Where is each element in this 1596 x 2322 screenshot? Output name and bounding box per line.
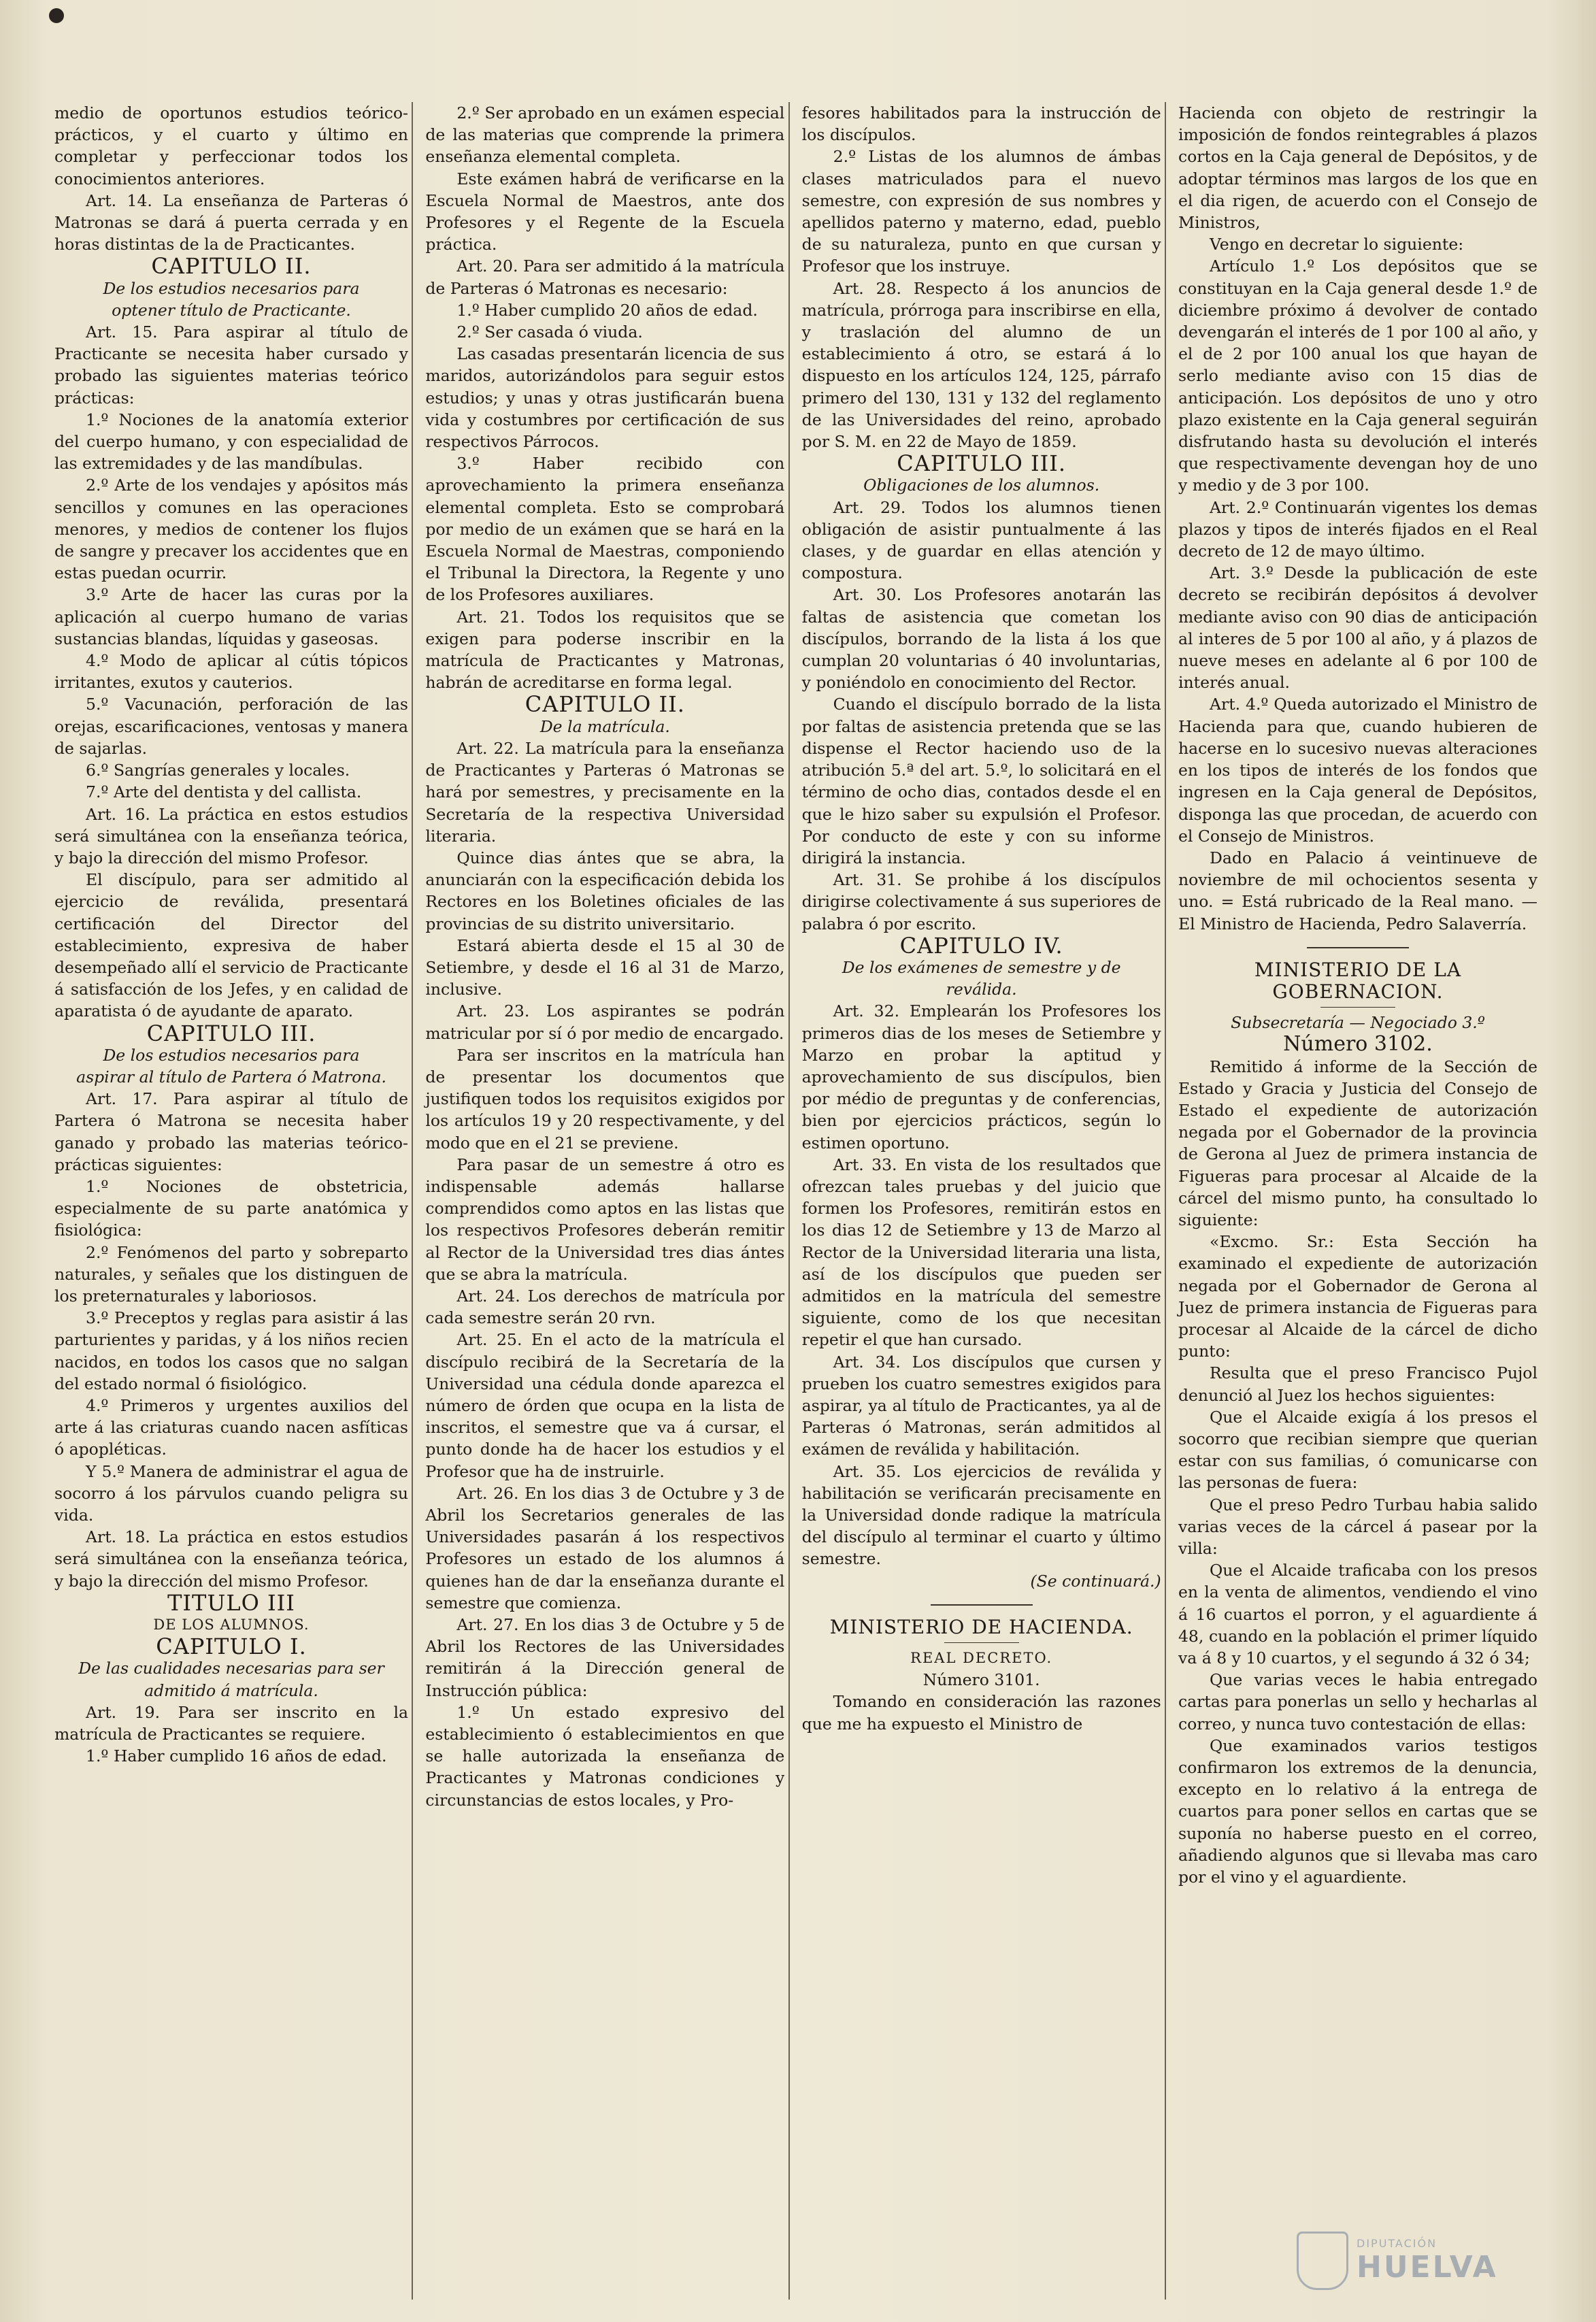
column-3 xyxy=(788,102,1161,2300)
paragraph: 3.º Preceptos y reglas para asistir á las parturientes y paridas, y á los niños recien nacidos, en todos los casos que no salgan del estado normal ó fisiológico. xyxy=(54,1308,408,1393)
chapter-heading: CAPITULO II. xyxy=(151,253,312,280)
paragraph: Hacienda con objeto de restringir la imposición de fondos reintegrables á plazos cortos en la Caja general de Depósitos, y de adoptar términos mas largos de los que en el dia rigen, de acuerdo con el Consejo de Ministros, xyxy=(1178,103,1537,233)
paragraph: Art. 21. Todos los requisitos que se exigen para poderse inscribir en la matrícula de Practicantes y Matronas, habrán de acreditarse en forma legal. xyxy=(425,607,785,693)
paragraph: Cuando el discípulo borrado de la lista por faltas de asistencia pretenda que se las dispense el Rector haciendo uso de la atribución 5.ª del art. 5.º, lo solicitará en el término de ocho dias, contados desde el en que le hizo saber su expulsión el Profesor. Por conducto de este y con su informe dirigirá la instancia. xyxy=(801,695,1161,867)
paragraph: Art. 20. Para ser admitido á la matrícula de Parteras ó Matronas es necesario: xyxy=(425,256,785,298)
paragraph: Art. 24. Los derechos de matrícula por cada semestre serán 20 rvn. xyxy=(425,1286,785,1328)
column-2 xyxy=(412,102,784,2300)
paragraph: El discípulo, para ser admitido al ejercicio de reválida, presentará certificación del Director del establecimiento, expresiva de haber desempeñado allí el servicio de Practicante á satisfacción de los Jefes, y en calidad de aparatista ó de ayudante de aparato. xyxy=(54,870,408,1021)
paragraph: 3.º Haber recibido con aprovechamiento la primera enseñanza elemental completa. Esto se comprobará por medio de un exámen que se hará en la Escuela Normal de Maestras, componiendo el Tribunal la Directora, la Regente y uno de los Profesores auxiliares. xyxy=(425,454,785,605)
paragraph: Art. 35. Los ejercicios de reválida y habilitación se verificarán precisamente en la Universidad donde radique la matrícula del discípulo al terminar el cuarto y último semestre. xyxy=(801,1461,1161,1569)
watermark-line-2: HUELVA xyxy=(1357,2250,1498,2285)
paragraph: 2.º Listas de los alumnos de ámbas clases matriculados para el nuevo semestre, con expresión de sus nombres y apellidos paterno y materno, edad, pueblo de su naturaleza, punto en que cursan y Profesor que los instruye. xyxy=(801,147,1161,276)
paragraph: 1.º Nociones de obstetricia, especialmente de su parte anatómica y fisiológica: xyxy=(54,1176,408,1240)
paragraph: Art. 23. Los aspirantes se podrán matricular por sí ó por medio de encargado. xyxy=(425,1001,785,1043)
section-divider xyxy=(931,1604,1033,1606)
paragraph: Dado en Palacio á veintinueve de noviembre de mil ochocientos sesenta y uno. = Está rubricado de la Real mano. — El Ministro de Hacienda, Pedro Salaverría. xyxy=(1178,848,1537,933)
heading-rule xyxy=(1320,1007,1395,1008)
paragraph: Art. 33. En vista de los resultados que ofrezcan tales pruebas y del juicio que formen los Profesores, remitirán estos en los dias 12 de Setiembre y 13 de Marzo al Rector de la Universidad literaria una lista, así de los discípulos que pueden ser admitidos en la matrícula del semestre siguiente, como de los que necesitan repetir el que han cursado. xyxy=(801,1155,1161,1350)
binding-hole xyxy=(49,8,64,23)
paragraph: Art. 14. La enseñanza de Parteras ó Matronas se dará á puerta cerrada y en horas distintas de la de Practicantes. xyxy=(54,190,408,254)
paragraph: 1.º Nociones de la anatomía exterior del cuerpo humano, y con especialidad de las extremidades y de las mandíbulas. xyxy=(54,410,408,474)
paragraph: Resulta que el preso Francisco Pujol denunció al Juez los hechos siguientes: xyxy=(1178,1363,1537,1405)
paragraph: Art. 16. La práctica en estos estudios será simultánea con la enseñanza teórica, y bajo la dirección del mismo Profesor. xyxy=(54,804,408,867)
ministry-heading: MINISTERIO DE HACIENDA. xyxy=(829,1615,1133,1638)
paragraph: Y 5.º Manera de administrar el agua de socorro á los párvulos cuando peligra su vida. xyxy=(54,1461,408,1525)
paragraph: Art. 15. Para aspirar al título de Practicante se necesita haber cursado y probado las siguientes materias teórico prácticas: xyxy=(54,322,408,408)
paragraph: 1.º Haber cumplido 16 años de edad. xyxy=(86,1746,387,1766)
paragraph: 2.º Arte de los vendajes y apósitos más sencillos y comunes en las operaciones menores, y medios de contener los flujos de sangre y precaver los accidentes que en estas puedan ocurrir. xyxy=(54,476,408,583)
paragraph: Art. 27. En los dias 3 de Octubre y 5 de Abril los Rectores de las Universidades remitirán á la Dirección general de Instrucción pública: xyxy=(425,1615,785,1700)
chapter-heading: CAPITULO I. xyxy=(156,1633,307,1660)
paragraph: 5.º Vacunación, perforación de las orejas, escarificaciones, ventosas y manera de sajarlas. xyxy=(54,695,408,758)
paragraph: 4.º Modo de aplicar al cútis tópicos irritantes, exutos y cauterios. xyxy=(54,651,408,693)
paragraph: Art. 19. Para ser inscrito en la matrícula de Practicantes se requiere. xyxy=(54,1702,408,1744)
column-4 xyxy=(1165,102,1537,2300)
paragraph: Art. 3.º Desde la publicación de este decreto se recibirán depósitos á devolver mediante aviso con 90 dias de anticipación al interes de 5 por 100 al año, y á plazos de nueve meses en adelante al 6 por 100 de interés anual. xyxy=(1178,563,1537,693)
paragraph: «Excmo. Sr.: Esta Sección ha examinado el expediente de autorización negada por el Gobernador de Gerona al Juez de primera instancia de Figueras para procesar al Alcaide de la cárcel de dicho punto: xyxy=(1178,1232,1537,1361)
paragraph: 1.º Haber cumplido 20 años de edad. xyxy=(456,300,758,320)
paragraph: Que el preso Pedro Turbau habia salido varias veces de la cárcel á pasear por la villa: xyxy=(1178,1495,1537,1558)
paragraph: Que examinados varios testigos confirmaron los extremos de la denuncia, excepto en lo relativo á la entrega de cuartos para poner sellos en cartas que se suponía no haberse puesto en el correo, añadiendo algunos que si llevaba mas caro por el vino y el aguardiente. xyxy=(1178,1736,1537,1887)
decree-number: Número 3101. xyxy=(922,1670,1040,1690)
title-subtitle: DE LOS ALUMNOS. xyxy=(153,1616,310,1633)
paragraph: Art. 30. Los Profesores anotarán las faltas de asistencia que cometan los discípulos, borrando de la lista á los que cumplan 20 voluntarias ó 40 involuntarias, y poniéndolo en conocimiento del Rector. xyxy=(801,585,1161,693)
paragraph: medio de oportunos estudios teórico-prácticos, y el cuarto y último en completar y perfeccionar todos los conocimientos anteriores. xyxy=(54,103,408,188)
paragraph: Vengo en decretar lo siguiente: xyxy=(1209,235,1464,254)
paragraph: 1.º Un estado expresivo del establecimiento ó establecimientos en que se halle autorizada la enseñanza de Practicantes y Matronas condiciones y circunstancias de estos locales, y Pro- xyxy=(425,1702,785,1810)
paragraph: Art. 34. Los discípulos que cursen y prueben los cuatro semestres exigidos para aspirar, ya al título de Practicantes, ya al de Parteras ó Matronas, serán admitidos al exámen de reválida y habilitación. xyxy=(801,1352,1161,1459)
ministry-heading: MINISTERIO DE LA GOBERNACION. xyxy=(1254,958,1462,1003)
paragraph: Artículo 1.º Los depósitos que se constituyan en la Caja general desde 1.º de diciembre próximo á devolver de contado devengarán el interés de 1 por 100 al año, y el de 2 por 100 anual los que hayan de serlo mediante aviso con 15 dias de anticipación. Los depósitos de uno y otro plazo existente en la Caja general seguirán disfrutando hasta su devolución el interés que respectivamente devengan hoy de uno y medio y de 3 por 100. xyxy=(1178,256,1537,495)
chapter-subtitle: De los estudios necesarios para optener título de Practicante. xyxy=(103,278,360,320)
archive-watermark xyxy=(1297,2220,1555,2302)
paragraph: Art. 28. Respecto á los anuncios de matrícula, prórroga para inscribirse en ella, y traslación del alumno de un establecimiento á otro, se estará á lo dispuesto en los artículos 124, 125, párrafo primero del 130, 131 y 132 del reglamento de las Universidades del reino, aprobado por S. M. en 22 de Mayo de 1859. xyxy=(801,278,1161,452)
shield-logo-icon xyxy=(1297,2232,1348,2290)
chapter-heading: CAPITULO IV. xyxy=(899,932,1063,959)
paragraph: Art. 25. En el acto de la matrícula el discípulo recibirá de la Secretaría de la Universidad una cédula donde aparezca el número de órden que ocupa en la lista de inscritos, el semestre que va á cursar, el punto donde ha de hacer los estudios y el Profesor que ha de instruirle. xyxy=(425,1330,785,1481)
paragraph: Estará abierta desde el 15 al 30 de Setiembre, y desde el 16 al 31 de Marzo, inclusive. xyxy=(425,935,785,999)
paragraph: Art. 2.º Continuarán vigentes los demas plazos y tipos de interés fijados en el Real decreto de 12 de mayo último. xyxy=(1178,497,1537,561)
heading-rule xyxy=(944,1642,1019,1643)
paragraph: Art. 4.º Queda autorizado el Ministro de Hacienda para que, cuando hubieren de hacerse en lo sucesivo nuevas alteraciones en los tipos de interés de los fondos que ingresen en la Caja general de Depósitos, disponga las que procedan, de acuerdo con el Consejo de Ministros. xyxy=(1178,695,1537,846)
paragraph: Art. 22. La matrícula para la enseñanza de Practicantes y Parteras ó Matronas se hará por semestres, y precisamente en la Secretaría de la respectiva Universidad literaria. xyxy=(425,738,785,846)
paragraph: 2.º Ser casada ó viuda. xyxy=(456,322,643,342)
paragraph: Art. 32. Emplearán los Profesores los primeros dias de los meses de Setiembre y Marzo en probar la aptitud y aprovechamiento de sus discípulos, bien por médio de preguntas y de conferencias, bien por ejercicios prácticos, según lo estimen oportuno. xyxy=(801,1001,1161,1152)
paragraph: fesores habilitados para la instrucción de los discípulos. xyxy=(801,103,1161,145)
paragraph: Para pasar de un semestre á otro es indispensable además hallarse comprendidos como aptos en las listas que los respectivos Profesores deberán remitir al Rector de la Universidad tres dias ántes que se abra la matrícula. xyxy=(425,1155,785,1284)
chapter-subtitle: Obligaciones de los alumnos. xyxy=(863,476,1100,495)
chapter-subtitle: De las cualidades necesarias para ser admitido á matrícula. xyxy=(78,1659,384,1700)
watermark-text xyxy=(1357,2237,1498,2285)
paragraph: Las casadas presentarán licencia de sus maridos, autorizándolos para seguir estos estudios; y unas y otras justificarán buena vida y costumbres por certificación de sus respectivos Párrocos. xyxy=(425,344,785,452)
paragraph: Art. 17. Para aspirar al título de Partera ó Matrona se necesita haber ganado y probado las materias teórico-prácticas siguientes: xyxy=(54,1089,408,1174)
title-heading: TITULO III xyxy=(167,1589,295,1616)
paragraph: 2.º Fenómenos del parto y sobreparto naturales, y señales que los distinguen de los preternaturales y laboriosos. xyxy=(54,1242,408,1306)
paragraph: Art. 31. Se prohibe á los discípulos dirigirse colectivamente á sus superiores de palabra ó por escrito. xyxy=(801,870,1161,933)
paragraph: Art. 29. Todos los alumnos tienen obligación de asistir puntualmente á las clases, y de guardar en ellas atención y compostura. xyxy=(801,497,1161,583)
paragraph: Quince dias ántes que se abra, la anunciarán con la especificación debida los Rectores en los Boletines oficiales de las provincias de su distrito universitario. xyxy=(425,848,785,933)
chapter-heading: CAPITULO III. xyxy=(146,1020,316,1046)
chapter-subtitle: De los exámenes de semestre y de reválida. xyxy=(842,957,1121,999)
paragraph: Que el Alcaide exigía á los presos el socorro que recibian siempre que querian estar con sus familias, ó comunicarse con las personas de fuera: xyxy=(1178,1407,1537,1493)
watermark-line-1: DIPUTACIÓN xyxy=(1357,2237,1437,2250)
decree-heading: REAL DECRETO. xyxy=(910,1650,1053,1667)
paragraph: 4.º Primeros y urgentes auxilios del arte á las criaturas cuando nacen asfíticas ó apopléticas. xyxy=(54,1395,408,1459)
paragraph: Remitido á informe de la Sección de Estado y Gracia y Justicia del Consejo de Estado el expediente de autorización negada por el Gobernador de la provincia de Gerona al Juez de primera instancia de Figueras para procesar al Alcaide de la cárcel del mismo punto, ha consultado lo siguiente: xyxy=(1178,1057,1537,1229)
decree-number: Número 3102. xyxy=(1283,1032,1433,1057)
paragraph: Que el Alcaide traficaba con los presos en la venta de alimentos, vendiendo el vino á 16 cuartos el porron, y el aguardiente á 48, cuando en la población el primer líquido va á 8 y 10 cuartos, y el segundo á 32 ó 34; xyxy=(1178,1561,1537,1668)
paragraph: Para ser inscritos en la matrícula han de presentar los documentos que justifiquen todos los requisitos exigidos por los artículos 19 y 20 respectivamente, y del modo que en el 21 se previene. xyxy=(425,1045,785,1152)
paragraph: Que varias veces le habia entregado cartas para ponerlas un sello y hecharlas al correo, y nunca tuvo contestación de ellas: xyxy=(1178,1670,1537,1734)
paragraph: Este exámen habrá de verificarse en la Escuela Normal de Maestros, ante dos Profesores y el Regente de la Escuela práctica. xyxy=(425,169,785,254)
continuation-note: (Se continuará.) xyxy=(1030,1571,1161,1591)
section-divider xyxy=(1307,947,1409,948)
chapter-heading: CAPITULO III. xyxy=(897,450,1067,477)
column-1 xyxy=(54,102,408,2300)
chapter-heading: CAPITULO II. xyxy=(525,691,685,718)
paragraph: Art. 26. En los dias 3 de Octubre y 3 de Abril los Secretarios generales de las Universidades pasarán á los respectivos Profesores un estado de los alumnos á quienes han de dar la enseñanza durante el semestre que comienza. xyxy=(425,1483,785,1612)
section-subtitle: Subsecretaría — Negociado 3.º xyxy=(1231,1013,1485,1033)
chapter-subtitle: De la matrícula. xyxy=(539,716,670,736)
paragraph: 7.º Arte del dentista y del callista. xyxy=(86,782,362,802)
paragraph: Tomando en consideración las razones que me ha expuesto el Ministro de xyxy=(801,1692,1161,1734)
paragraph: Art. 18. La práctica en estos estudios será simultánea con la enseñanza teórica, y bajo la dirección del mismo Profesor. xyxy=(54,1527,408,1591)
paragraph: 2.º Ser aprobado en un exámen especial de las materias que comprende la primera enseñanza elemental completa. xyxy=(425,103,785,167)
paragraph: 3.º Arte de hacer las curas por la aplicación al cuerpo humano de varias sustancias blandas, líquidas y gaseosas. xyxy=(54,585,408,648)
paragraph: 6.º Sangrías generales y locales. xyxy=(86,761,350,780)
text-columns xyxy=(54,102,1537,2300)
chapter-subtitle: De los estudios necesarios para aspirar al título de Partera ó Matrona. xyxy=(76,1045,386,1087)
